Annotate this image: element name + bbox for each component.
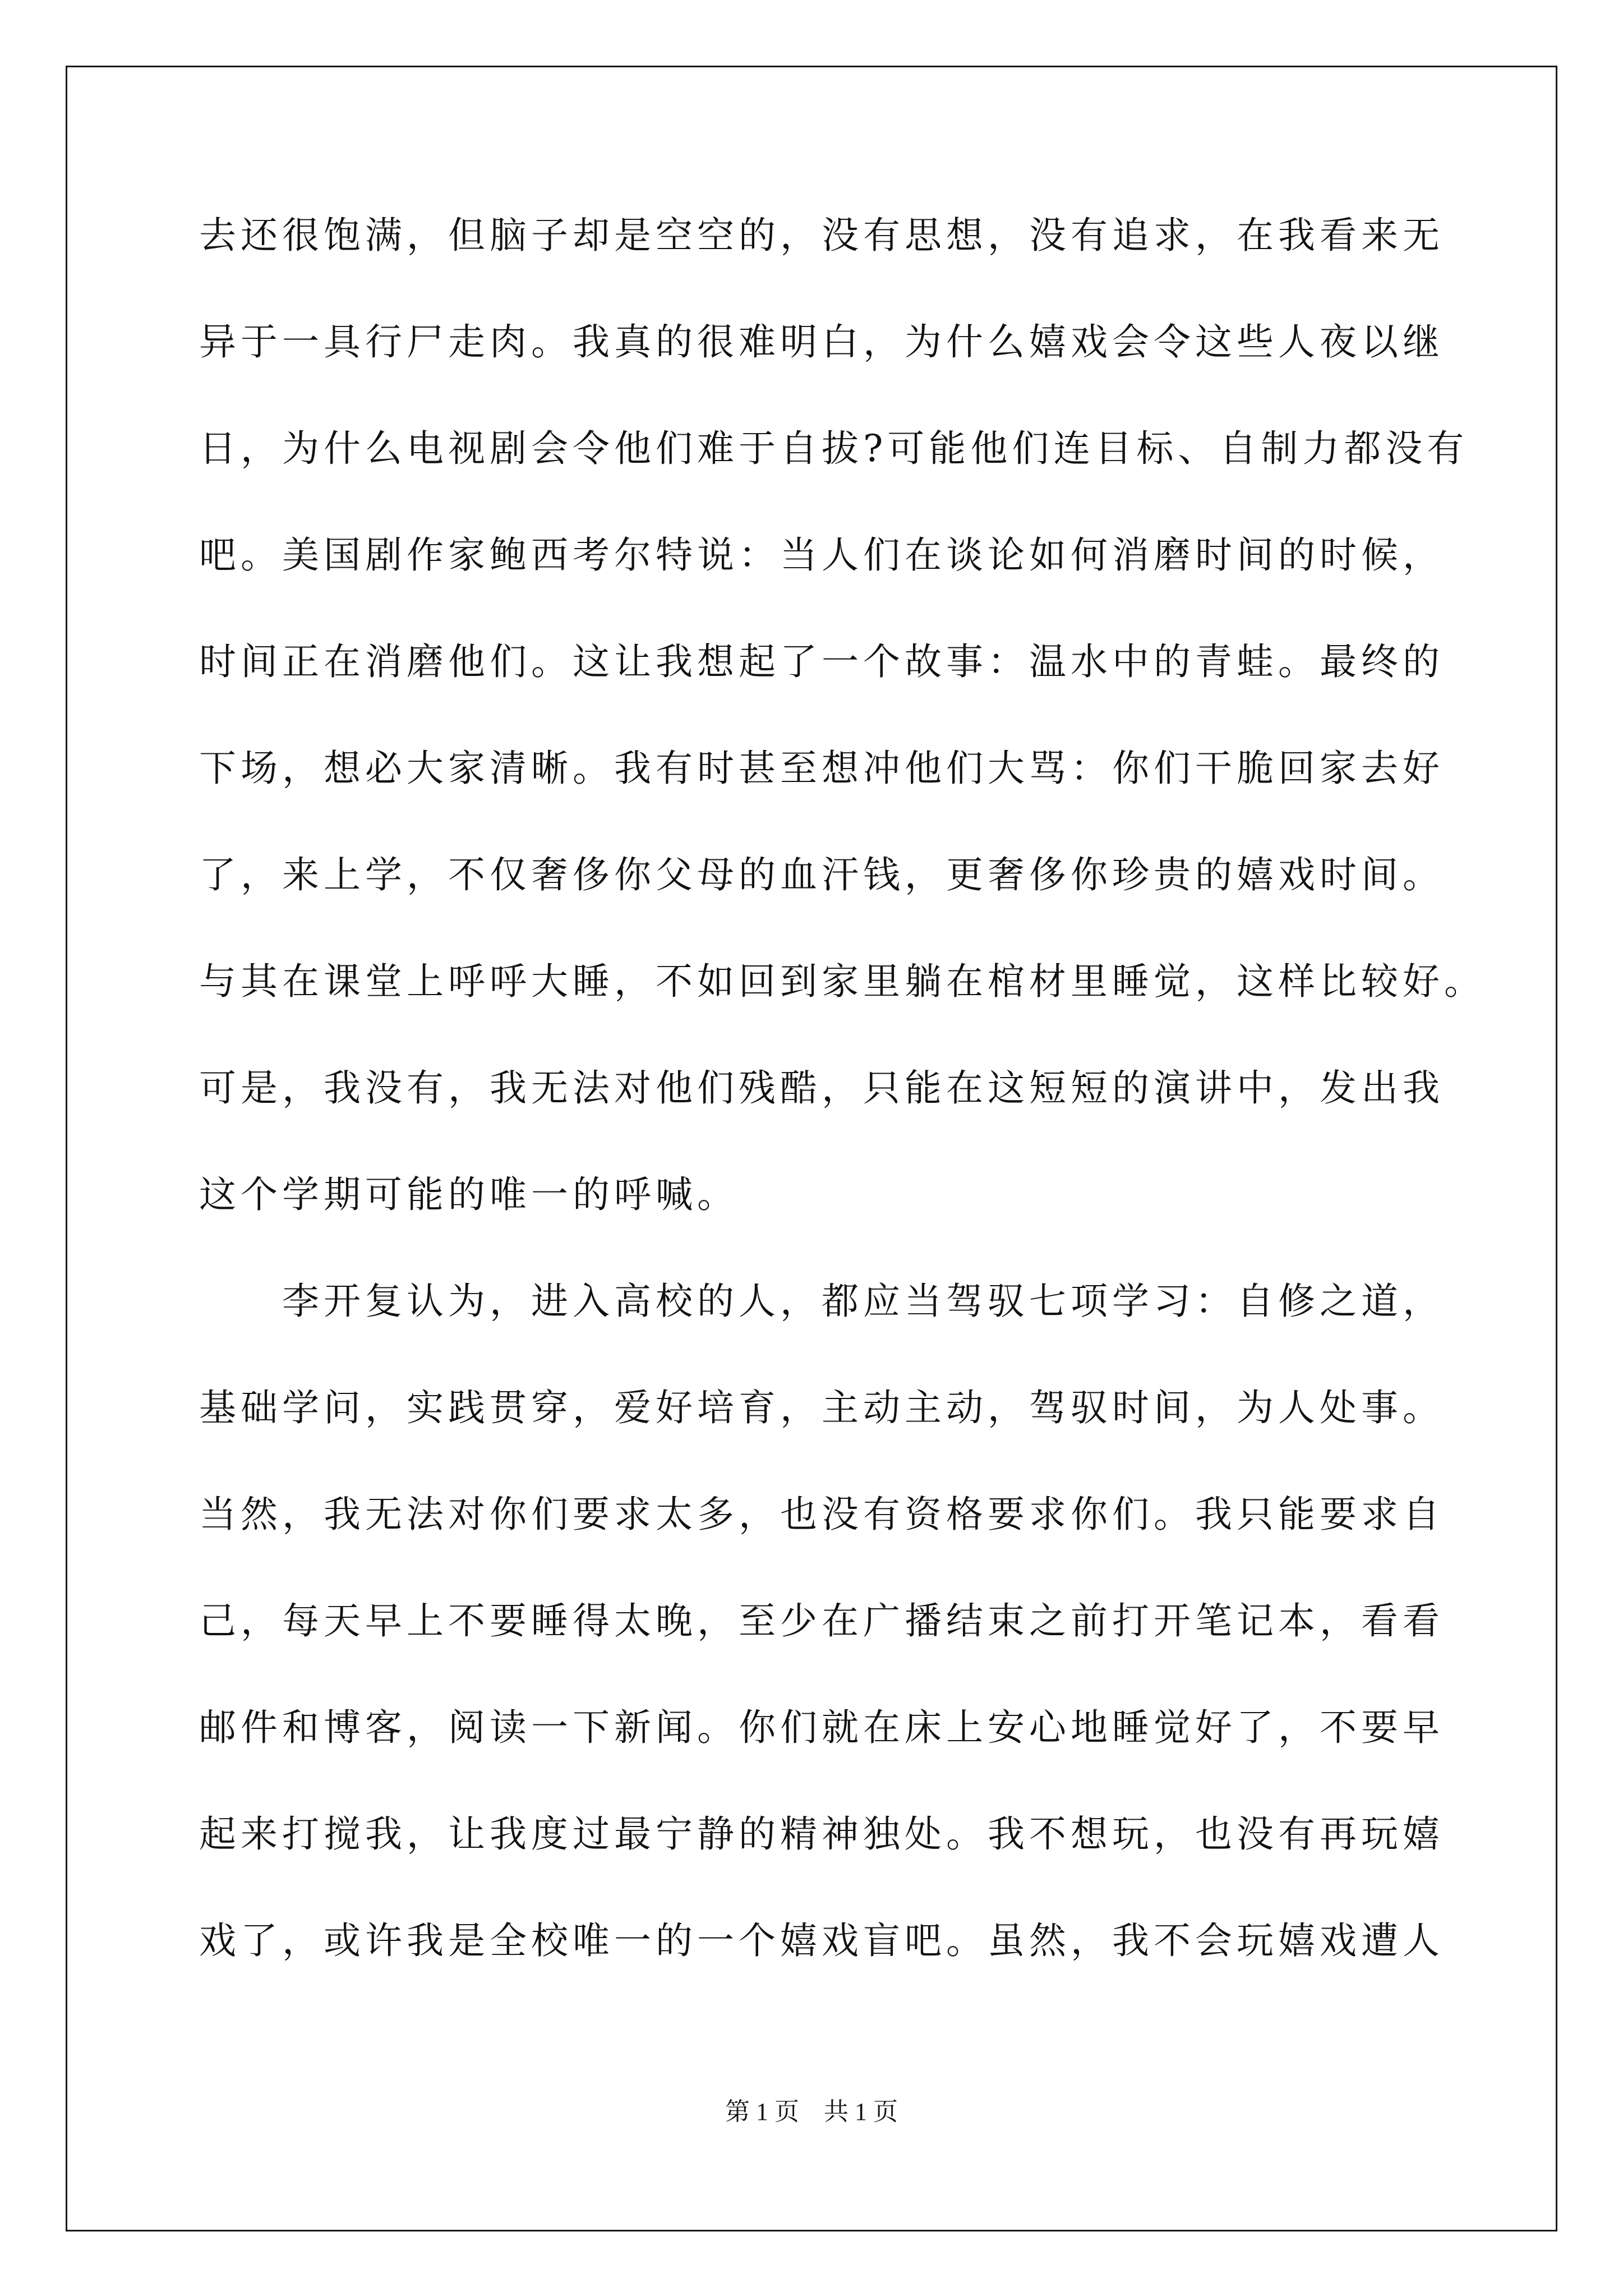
text-line: 日，为什么电视剧会令他们难于自拔?可能他们连目标、自制力都没有 (199, 427, 1469, 470)
text-line: 吧。美国剧作家鲍西考尔特说：当人们在谈论如何消磨时间的时候， (199, 533, 1444, 577)
text-line: 异于一具行尸走肉。我真的很难明白，为什么嬉戏会令这些人夜以继 (199, 320, 1444, 364)
page-border (66, 66, 1557, 2231)
text-line: 当然，我无法对你们要求太多，也没有资格要求你们。我只能要求自 (199, 1493, 1444, 1536)
text-line: 起来打搅我，让我度过最宁静的精神独处。我不想玩，也没有再玩嬉 (199, 1812, 1444, 1856)
text-line: 李开复认为，进入高校的人，都应当驾驭七项学习：自修之道， (199, 1280, 1444, 1323)
text-line: 去还很饱满，但脑子却是空空的，没有思想，没有追求，在我看来无 (199, 214, 1444, 257)
text-line: 己，每天早上不要睡得太晚，至少在广播结束之前打开笔记本，看看 (199, 1599, 1444, 1642)
text-line: 可是，我没有，我无法对他们残酷，只能在这短短的演讲中，发出我 (199, 1066, 1444, 1110)
text-line: 时间正在消磨他们。这让我想起了一个故事：温水中的青蛙。最终的 (199, 640, 1444, 683)
text-line: 下场，想必大家清晰。我有时甚至想冲他们大骂：你们干脆回家去好 (199, 747, 1444, 790)
text-line: 了，来上学，不仅奢侈你父母的血汗钱，更奢侈你珍贵的嬉戏时间。 (199, 853, 1444, 896)
text-line: 这个学期可能的唯一的呼喊。 (199, 1173, 739, 1216)
page-number: 第 1 页 共 1 页 (725, 2098, 898, 2125)
text-line: 与其在课堂上呼呼大睡，不如回到家里躺在棺材里睡觉，这样比较好。 (199, 960, 1486, 1003)
text-line: 基础学问，实践贯穿，爱好培育，主动主动，驾驭时间，为人处事。 (199, 1386, 1444, 1429)
text-line: 戏了，或许我是全校唯一的一个嬉戏盲吧。虽然，我不会玩嬉戏遭人 (199, 1919, 1444, 1962)
text-line: 邮件和博客，阅读一下新闻。你们就在床上安心地睡觉好了，不要早 (199, 1706, 1444, 1749)
